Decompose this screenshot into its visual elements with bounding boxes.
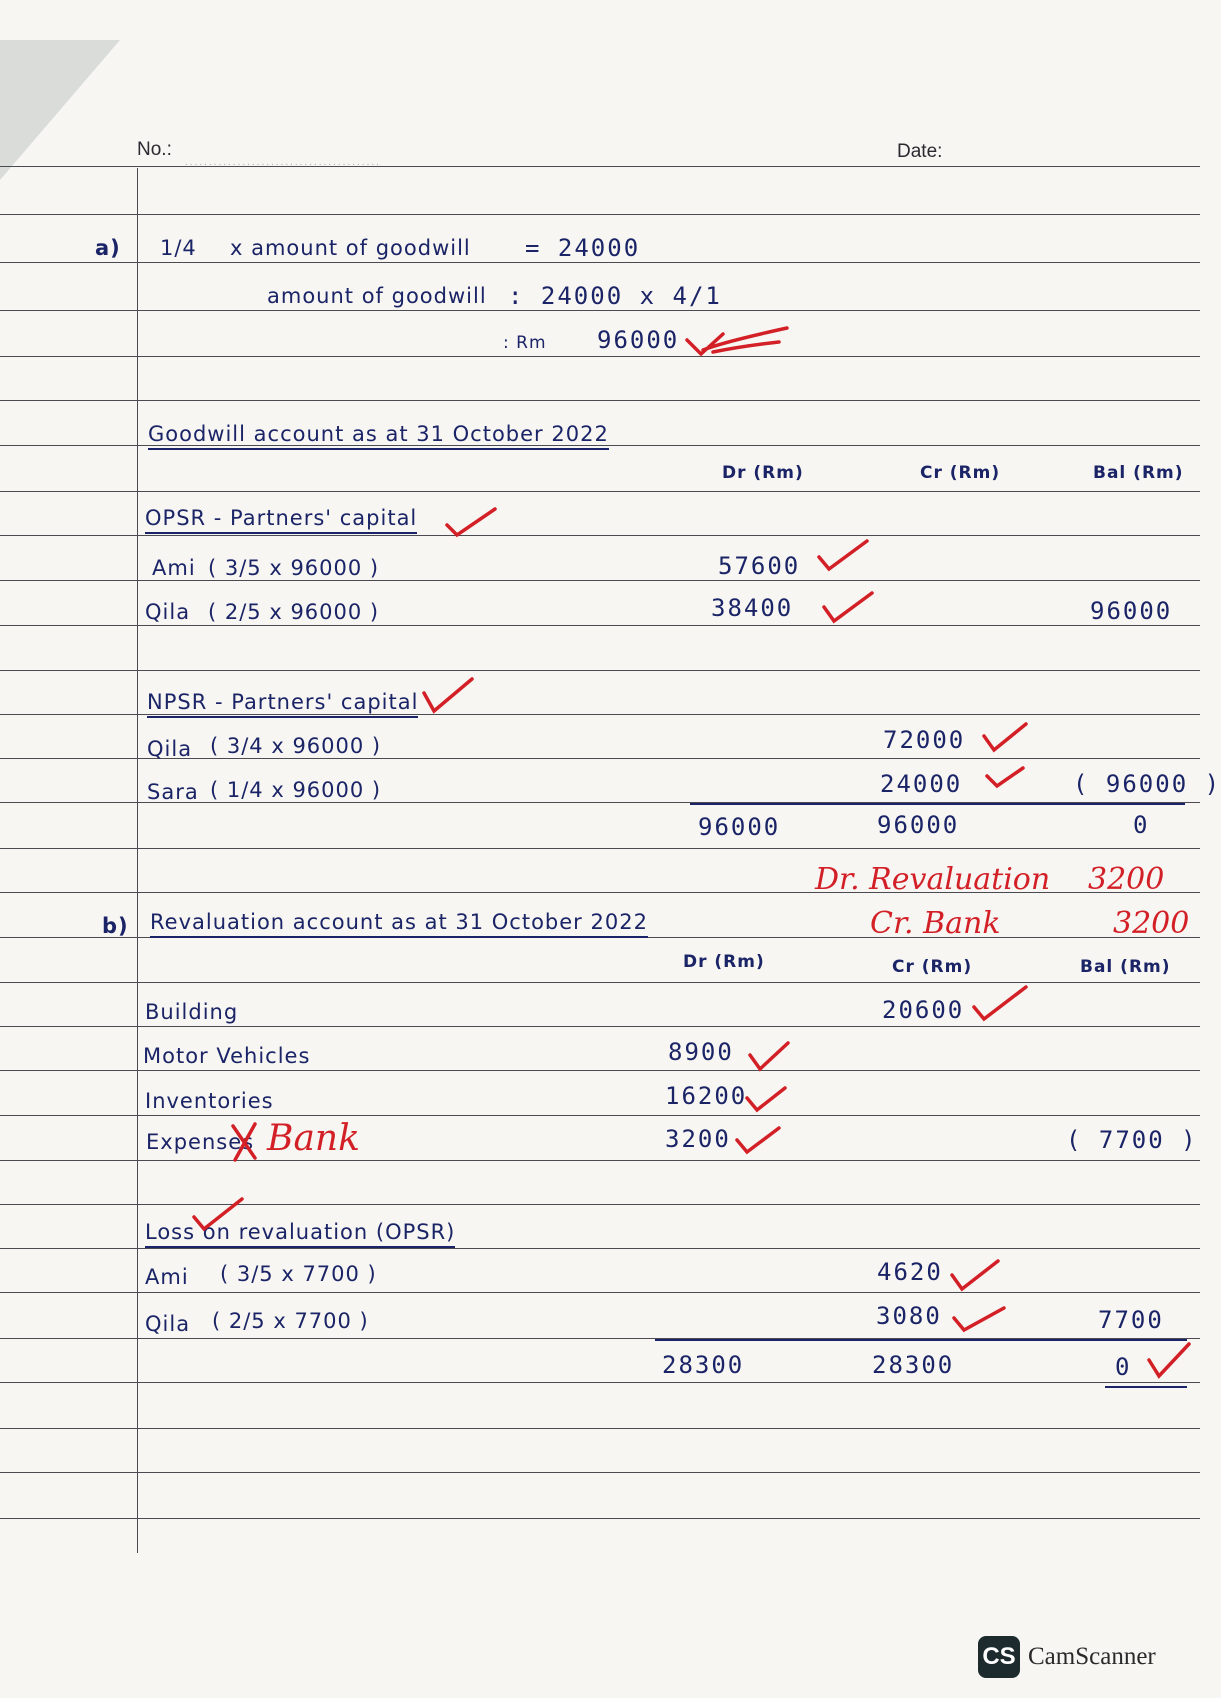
rule-line: [0, 1160, 1200, 1161]
red-note-cr: Cr. Bank: [870, 906, 1001, 941]
rule-line: [0, 262, 1200, 263]
npsr-row-calc: ( 1/4 x 96000 ): [210, 778, 382, 802]
check-icon: [190, 1195, 246, 1235]
no-label: No.:: [137, 139, 172, 160]
revaluation-row-name: Building: [145, 1000, 239, 1024]
revaluation-row-dr: 3200: [665, 1125, 731, 1153]
check-icon: [948, 1255, 1002, 1293]
fraction-quarter: 1/4: [160, 236, 197, 260]
revaluation-bal-underline: [1105, 1386, 1187, 1388]
part-a-label: a): [95, 236, 121, 260]
check-icon: [970, 983, 1030, 1023]
rule-line: [0, 1382, 1200, 1383]
rule-line: [0, 1026, 1200, 1027]
check-icon: [683, 320, 791, 360]
rule-line: [0, 1248, 1200, 1249]
revaluation-row-dr: 16200: [665, 1082, 748, 1110]
check-icon: [420, 675, 476, 715]
revaluation-row-name: Inventories: [145, 1089, 274, 1113]
rule-line: [0, 310, 1200, 311]
check-icon: [983, 762, 1027, 790]
goodwill-total-line: [690, 803, 1185, 805]
revaluation-row-name: Motor Vehicles: [143, 1044, 311, 1068]
npsr-row-name: Qila: [147, 737, 193, 761]
check-icon: [950, 1302, 1008, 1334]
loss-heading: Loss on revaluation (OPSR): [145, 1220, 455, 1248]
opsr-row-calc: ( 2/5 x 96000 ): [208, 600, 380, 624]
rule-line: [0, 535, 1200, 536]
goodwill-formula-text: x amount of goodwill: [230, 236, 471, 260]
rule-line: [0, 1472, 1200, 1473]
check-icon: [443, 503, 499, 539]
camscanner-logo-icon: CS: [978, 1636, 1020, 1678]
check-icon: [820, 587, 876, 625]
goodwill-amount-text: amount of goodwill: [267, 284, 487, 308]
revaluation-col-dr: Dr (Rm): [683, 952, 765, 972]
check-icon: [980, 718, 1030, 754]
opsr-row-name: Ami: [152, 556, 196, 580]
expenses-correction: Bank: [267, 1118, 360, 1159]
rule-line: [0, 214, 1200, 215]
rule-line: [0, 166, 1200, 167]
goodwill-formula-result: = 24000: [525, 234, 641, 262]
rule-line: [0, 1518, 1200, 1519]
opsr-heading: OPSR - Partners' capital: [145, 506, 417, 534]
rule-line: [0, 848, 1200, 849]
revaluation-row-bal: ( 7700 ): [1066, 1126, 1198, 1154]
goodwill-account-title: Goodwill account as at 31 October 2022: [148, 422, 609, 450]
npsr-row-calc: ( 3/4 x 96000 ): [210, 734, 382, 758]
rule-line: [0, 1115, 1200, 1116]
npsr-row-cr: 72000: [883, 726, 966, 754]
goodwill-value: 96000: [597, 326, 680, 354]
npsr-row-bal: ( 96000 ): [1073, 770, 1221, 798]
revaluation-row-dr: 8900: [668, 1038, 734, 1066]
revaluation-row-name: Expenses: [146, 1130, 255, 1154]
rule-line: [0, 1292, 1200, 1293]
revaluation-row-cr: 20600: [882, 996, 965, 1024]
rule-line: [0, 625, 1200, 626]
opsr-row-name: Qila: [145, 600, 191, 624]
goodwill-col-cr: Cr (Rm): [920, 463, 1001, 483]
npsr-row-name: Sara: [147, 780, 199, 804]
camscanner-name: CamScanner: [1028, 1643, 1156, 1670]
loss-row-bal: 7700: [1098, 1306, 1164, 1334]
revaluation-col-bal: Bal (Rm): [1080, 957, 1171, 977]
rule-line: [0, 1428, 1200, 1429]
opsr-row-dr: 38400: [711, 594, 794, 622]
rule-line: [0, 400, 1200, 401]
goodwill-col-bal: Bal (Rm): [1093, 463, 1184, 483]
margin-line: [137, 168, 138, 1553]
loss-row-cr: 4620: [877, 1258, 943, 1286]
rule-line: [0, 491, 1200, 492]
npsr-row-cr: 24000: [880, 770, 963, 798]
camscanner-watermark: [978, 1636, 1156, 1678]
date-label: Date:: [897, 141, 943, 162]
check-icon: [733, 1122, 783, 1156]
revaluation-total-bal: 0: [1115, 1353, 1132, 1381]
revaluation-total-line: [655, 1339, 1187, 1341]
check-icon: [815, 535, 871, 573]
goodwill-total-dr: 96000: [698, 813, 781, 841]
opsr-row-calc: ( 3/5 x 96000 ): [208, 556, 380, 580]
goodwill-col-dr: Dr (Rm): [722, 463, 804, 483]
rule-line: [0, 670, 1200, 671]
goodwill-total-cr: 96000: [877, 811, 960, 839]
part-b-label: b): [102, 914, 129, 938]
red-note-amount1: 3200: [1088, 862, 1165, 897]
opsr-row-dr: 57600: [718, 552, 801, 580]
revaluation-total-cr: 28300: [872, 1351, 955, 1379]
red-note-dr: Dr. Revaluation: [815, 862, 1051, 897]
loss-row-calc: ( 2/5 x 7700 ): [212, 1309, 369, 1333]
npsr-heading: NPSR - Partners' capital: [147, 690, 418, 718]
red-note-amount2: 3200: [1113, 906, 1190, 941]
loss-row-cr: 3080: [876, 1302, 942, 1330]
cross-icon: [227, 1118, 261, 1164]
opsr-row-bal: 96000: [1090, 597, 1173, 625]
rule-line: [0, 356, 1200, 357]
rule-line: [0, 1070, 1200, 1071]
goodwill-total-bal: 0: [1133, 811, 1150, 839]
no-dots: .........................................: [185, 157, 381, 168]
rule-line: [0, 580, 1200, 581]
page-corner-fold: [0, 40, 120, 180]
check-icon: [743, 1082, 789, 1114]
rule-line: [0, 1204, 1200, 1205]
revaluation-account-title: Revaluation account as at 31 October 2022: [150, 910, 648, 938]
revaluation-col-cr: Cr (Rm): [892, 957, 973, 977]
check-icon: [1145, 1340, 1193, 1380]
loss-row-name: Ami: [145, 1265, 189, 1289]
loss-row-name: Qila: [145, 1312, 191, 1336]
revaluation-total-dr: 28300: [662, 1351, 745, 1379]
goodwill-amount-calc: : 24000 x 4/1: [508, 282, 722, 310]
rm-prefix: : Rm: [503, 333, 547, 353]
check-icon: [746, 1037, 792, 1073]
loss-row-calc: ( 3/5 x 7700 ): [220, 1262, 377, 1286]
